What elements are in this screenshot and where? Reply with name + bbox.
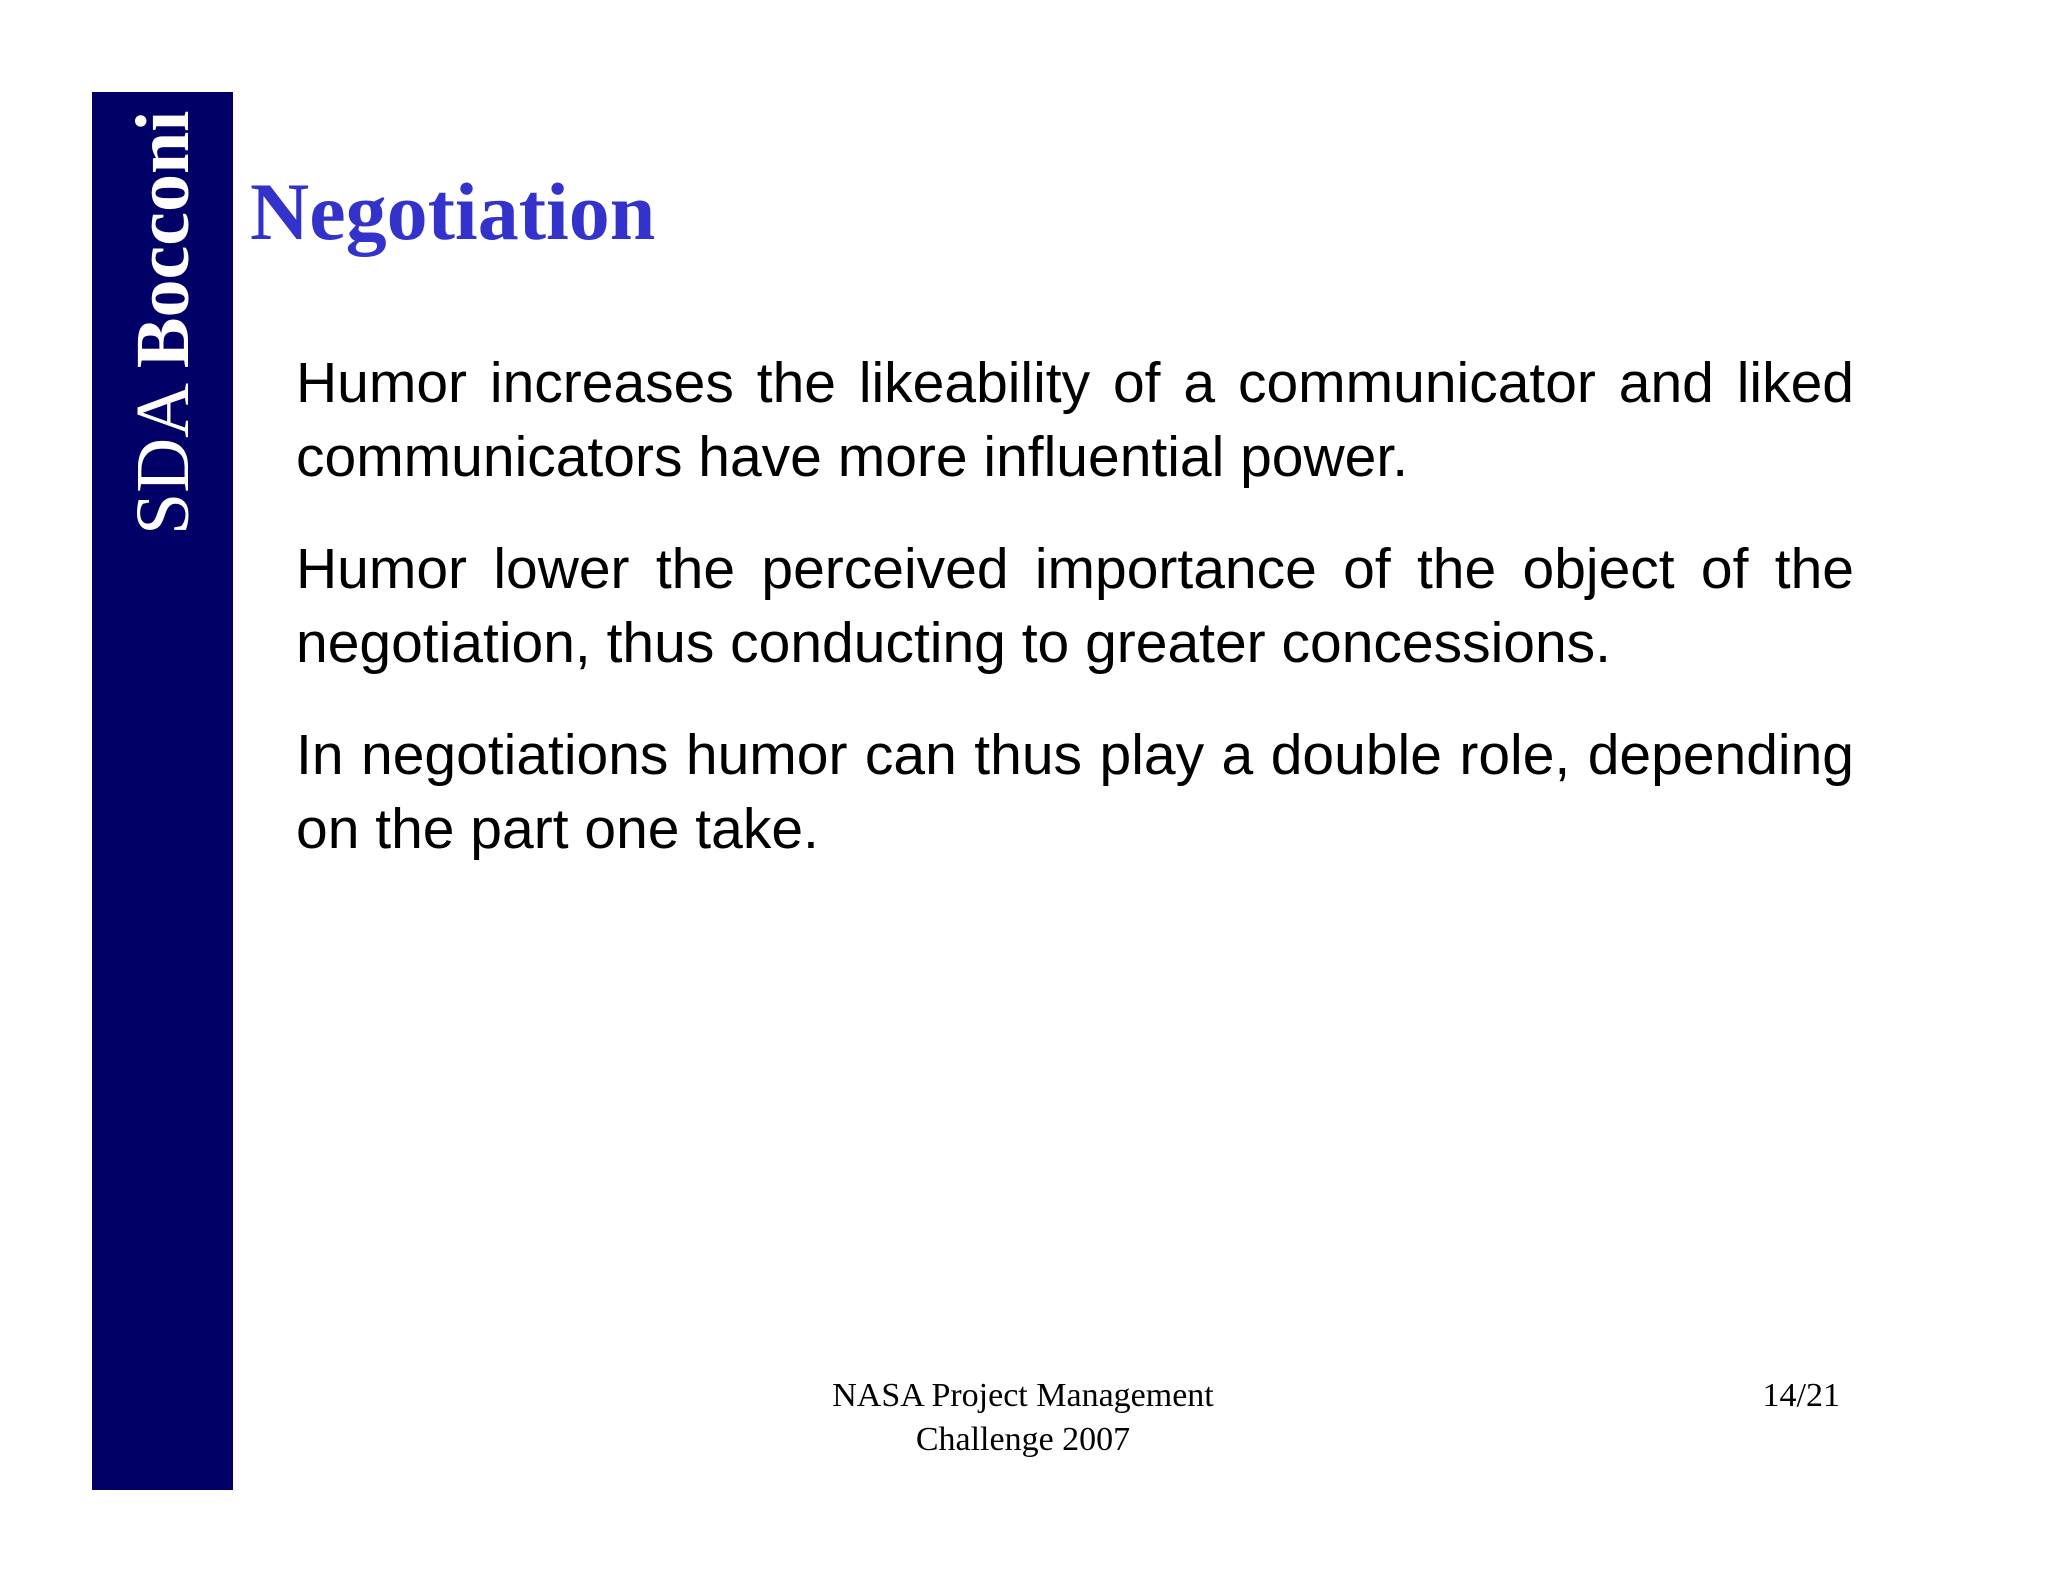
footer-title [780, 1374, 1266, 1462]
paragraph-double-role: In negotiations humor can thus play a double role, depending on the part one take. [296, 723, 1854, 861]
svg-text:SDA Bocconi: SDA Bocconi [121, 110, 205, 535]
slide-body [296, 346, 1854, 904]
paragraph-likeability: Humor increases the likeability of a communicator and liked communicators have more influential power. [296, 351, 1854, 489]
slide-title: Negotiation [250, 166, 656, 257]
brand-sidebar [92, 92, 233, 1490]
footer-title-line1: NASA Project Management [832, 1377, 1214, 1414]
sda-bocconi-logo [92, 92, 233, 652]
page-number: 14/21 [1762, 1377, 1840, 1414]
footer-title-line2: Challenge 2007 [915, 1421, 1131, 1458]
paragraph-perceived-importance: Humor lower the perceived importance of the object of the negotiation, thus conducting to greater concessions. [296, 537, 1854, 675]
